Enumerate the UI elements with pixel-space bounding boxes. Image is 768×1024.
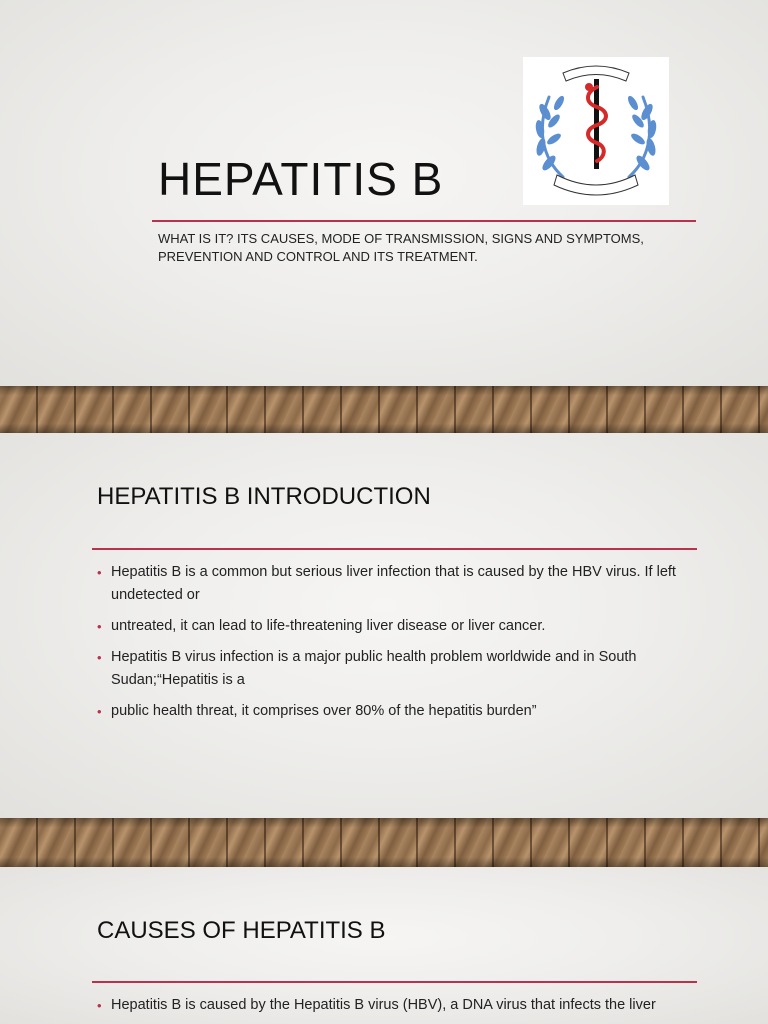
slide-heading: HEPATITIS B INTRODUCTION: [97, 483, 431, 510]
list-item: • Hepatitis B virus infection is a major public health problem worldwide and in South Sudan;“Hepatitis is a: [97, 646, 697, 692]
list-item: • Hepatitis B is a common but serious liver infection that is caused by the HBV virus. If left undetected or: [97, 561, 697, 607]
causes-slide: [0, 867, 768, 1024]
ministry-of-health-logo: [523, 57, 669, 205]
bullet-list: [97, 994, 697, 1024]
list-item: • untreated, it can lead to life-threatening liver disease or liver cancer.: [97, 615, 697, 638]
list-item: • Hepatitis B is caused by the Hepatitis B virus (HBV), a DNA virus that infects the liver: [97, 994, 697, 1017]
title-divider: [152, 220, 696, 222]
asclepius-emblem-icon: [523, 57, 669, 205]
wood-floor-band: [0, 818, 768, 867]
introduction-slide: [0, 433, 768, 818]
wood-floor-band: [0, 386, 768, 433]
heading-divider: [92, 548, 697, 550]
bullet-list: [97, 561, 697, 731]
title-slide: [0, 0, 768, 386]
presentation-title: HEPATITIS B: [158, 153, 444, 205]
list-item: • public health threat, it comprises over 80% of the hepatitis burden”: [97, 700, 697, 723]
presentation-subtitle: WHAT IS IT? ITS CAUSES, MODE OF TRANSMISSION, SIGNS AND SYMPTOMS, PREVENTION AND CONTROL AND ITS TREATMENT.: [158, 231, 644, 264]
slide-heading: CAUSES OF HEPATITIS B: [97, 917, 386, 944]
heading-divider: [92, 981, 697, 983]
